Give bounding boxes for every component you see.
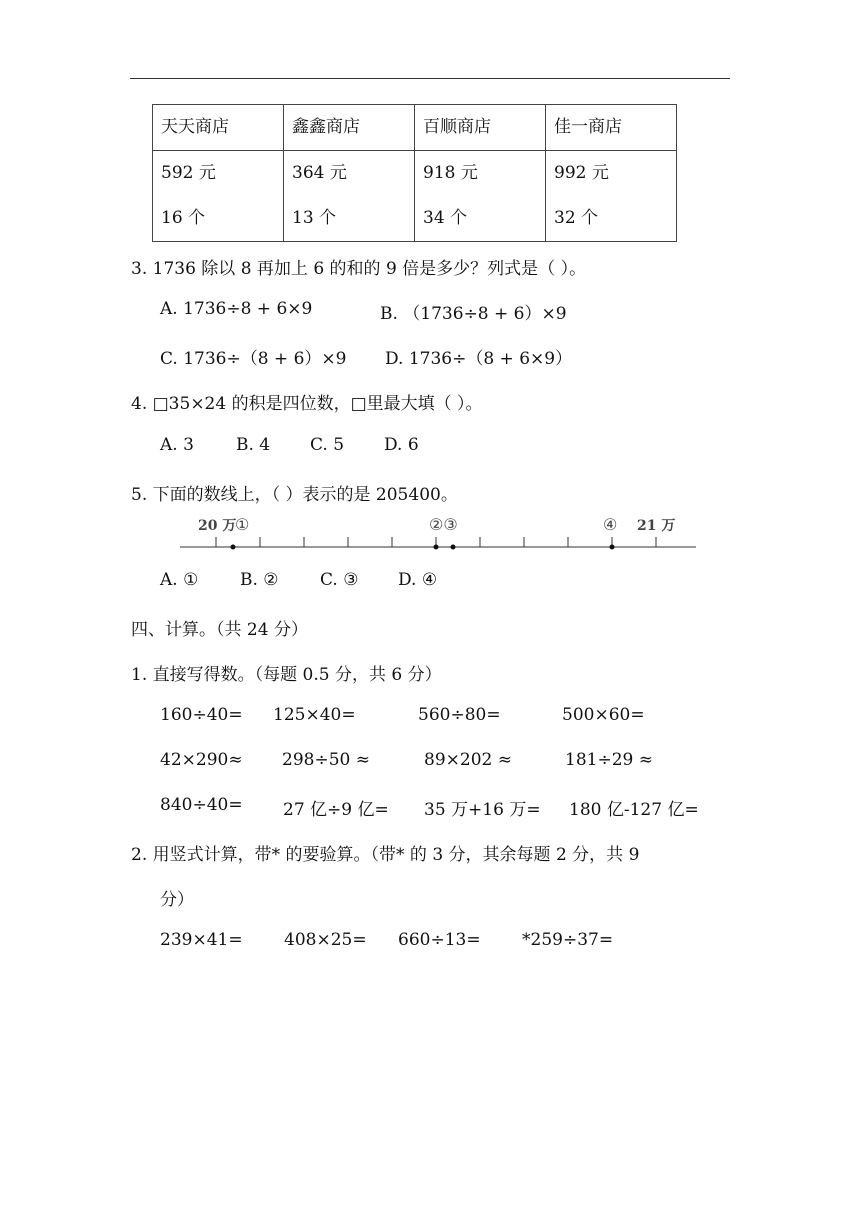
q4-option-b: B. 4 [236, 435, 271, 455]
question-4-stem: 4. □35×24 的积是四位数，□里最大填（ ）。 [131, 394, 483, 414]
store-table [152, 104, 677, 242]
calc-item: 125×40= [273, 705, 356, 725]
q3-option-d: D. 1736÷（8 + 6×9） [385, 349, 573, 369]
price-value: 592 元 [161, 163, 216, 183]
table-header-cell: 鑫鑫商店 [284, 105, 415, 151]
calc-item: 660÷13= [398, 930, 481, 950]
price-value: 918 元 [423, 163, 478, 183]
question-5-stem: 5. 下面的数线上，（ ）表示的是 205400。 [131, 485, 458, 505]
q5-option-b: B. ② [240, 570, 279, 590]
q3-option-c: C. 1736÷（8 + 6）×9 [160, 349, 347, 369]
section-4-q1-stem: 1. 直接写得数。（每题 0.5 分，共 6 分） [131, 665, 442, 685]
point-1 [231, 545, 236, 550]
table-cell [153, 151, 284, 242]
table-header-cell: 天天商店 [153, 105, 284, 151]
q4-option-d: D. 6 [384, 435, 419, 455]
q5-option-c: C. ③ [320, 570, 359, 590]
table-header-cell: 百顺商店 [415, 105, 546, 151]
calc-item: *259÷37= [522, 930, 614, 950]
section-4-q2-stem-cont: 分） [160, 890, 194, 910]
q4-option-c: C. 5 [310, 435, 345, 455]
point-2 [434, 545, 439, 550]
calc-item: 408×25= [284, 930, 367, 950]
section-4-q2-stem: 2. 用竖式计算，带* 的要验算。（带* 的 3 分，其余每题 2 分，共 9 [131, 845, 640, 865]
price-value: 364 元 [292, 163, 347, 183]
question-3-stem: 3. 1736 除以 8 再加上 6 的和的 9 倍是多少？列式是（ ）。 [131, 259, 587, 279]
calc-item: 160÷40= [160, 705, 243, 725]
table-row [153, 151, 677, 242]
calc-item: 180 亿-127 亿= [569, 800, 699, 820]
table-cell [546, 151, 677, 242]
count-value: 34 个 [423, 208, 468, 228]
count-value: 13 个 [292, 208, 337, 228]
section-4-title: 四、计算。（共 24 分） [131, 620, 308, 640]
calc-item: 35 万+16 万= [424, 800, 541, 820]
q3-option-b: B. （1736÷8 + 6）×9 [380, 304, 567, 324]
q3-option-a: A. 1736÷8 + 6×9 [160, 299, 313, 319]
mark-2-3-label: ②③ [429, 515, 458, 534]
q5-option-d: D. ④ [398, 570, 438, 590]
calc-item: 239×41= [160, 930, 243, 950]
point-4 [610, 545, 615, 550]
table-cell [284, 151, 415, 242]
calc-item: 42×290≈ [160, 750, 243, 770]
calc-item: 89×202 ≈ [424, 750, 512, 770]
mark-1-label: ① [235, 515, 250, 534]
q4-option-a: A. 3 [160, 435, 194, 455]
mark-4-label: ④ [603, 515, 618, 534]
calc-item: 181÷29 ≈ [565, 750, 653, 770]
calc-item: 560÷80= [418, 705, 501, 725]
count-value: 32 个 [554, 208, 599, 228]
q5-option-a: A. ① [160, 570, 199, 590]
calc-item: 27 亿÷9 亿= [283, 800, 389, 820]
header-rule [130, 78, 730, 79]
number-line [180, 512, 700, 557]
count-value: 16 个 [161, 208, 206, 228]
price-value: 992 元 [554, 163, 609, 183]
calc-item: 840÷40= [160, 795, 243, 815]
table-cell [415, 151, 546, 242]
label-20-wan: 20 万 [198, 518, 237, 534]
label-21-wan: 21 万 [637, 518, 676, 534]
table-header-row [153, 105, 677, 151]
table-header-cell: 佳一商店 [546, 105, 677, 151]
point-3 [451, 545, 456, 550]
calc-item: 500×60= [562, 705, 645, 725]
calc-item: 298÷50 ≈ [282, 750, 370, 770]
